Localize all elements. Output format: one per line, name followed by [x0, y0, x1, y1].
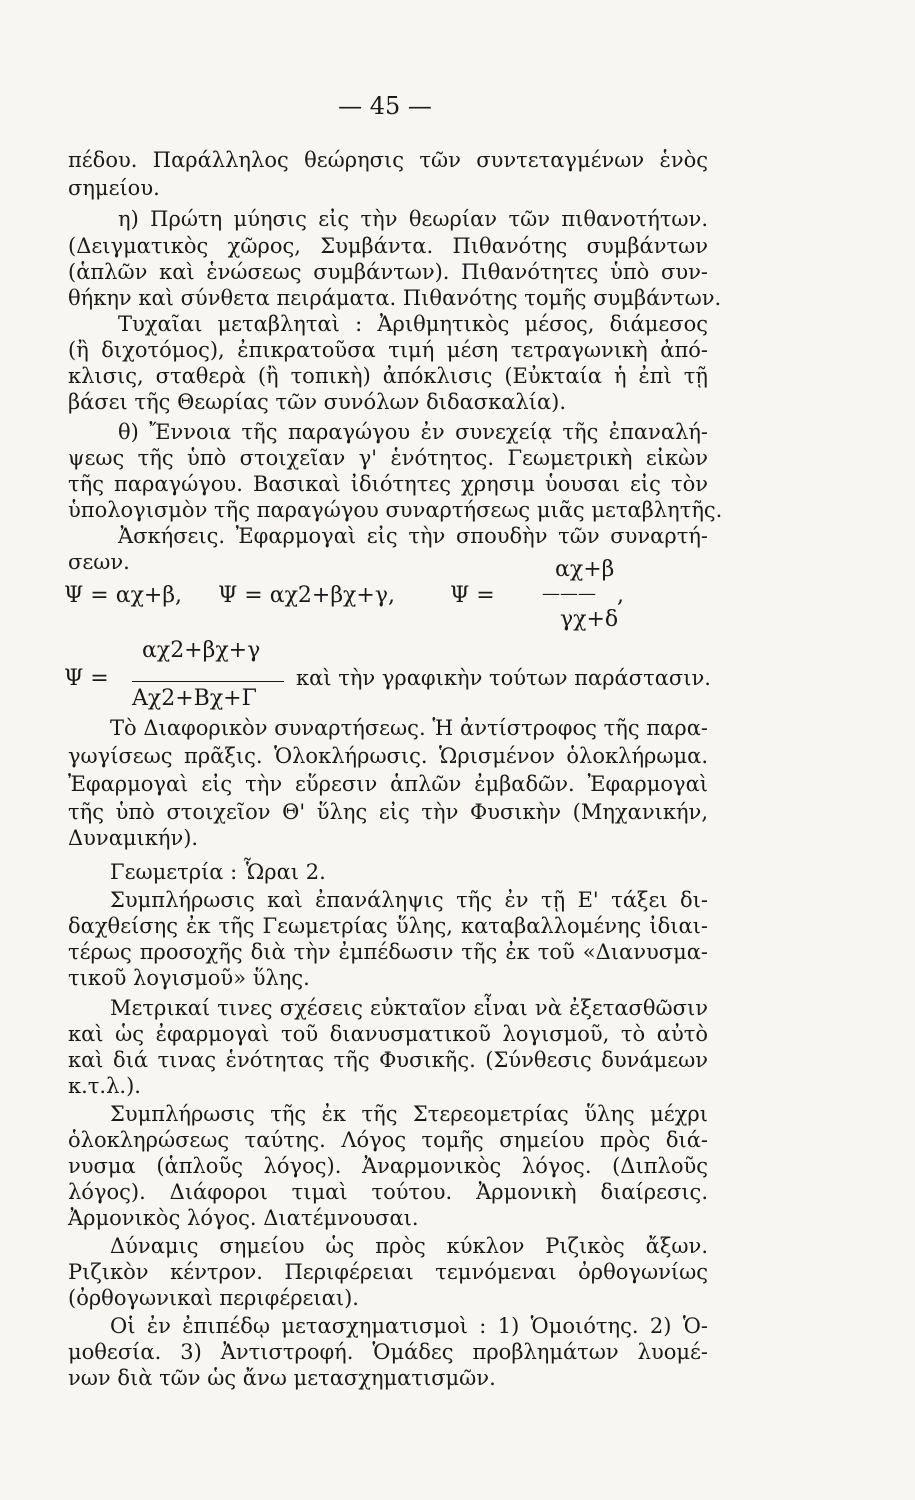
text-line: σημείου.	[68, 176, 160, 200]
text-line: Συμπλήρωσις τῆς ἐκ τῆς Στερεομετρίας ὕλης μέχρι	[110, 1102, 708, 1126]
text-line: κ.τ.λ.).	[68, 1074, 141, 1098]
text-line: νων διὰ τῶν ὡς ἄνω μετασχηματισμῶν.	[68, 1366, 496, 1390]
text-line: (ὀρθογωνικαὶ περιφέρειαι).	[68, 1286, 359, 1310]
text-line: τῆς ὑπὸ στοιχεῖον Θ' ὕλης εἰς τὴν Φυσικὴν (Μηχανικήν,	[68, 800, 708, 824]
text-line: (Δειγματικὸς χῶρος, Συμβάντα. Πιθανότης συμβάντων	[68, 234, 708, 258]
text-line: πέδου. Παράλληλος θεώρησις τῶν συντεταγμένων ἑνὸς	[68, 148, 708, 172]
page-number: — 45 —	[338, 92, 432, 120]
text-line: Δυναμικήν).	[68, 826, 199, 850]
formula-comma: ,	[617, 583, 624, 608]
text-line: γωγίσεως πρᾶξις. Ὁλοκλήρωσις. Ὡρισμένον ὁλοκλήρωμα.	[68, 744, 708, 768]
text-line: δαχθείσης ἐκ τῆς Γεωμετρίας ὕλης, καταβαλλομένης ἰδιαι-	[68, 914, 708, 938]
text-line: τῆς παραγώγου. Βασικαὶ ἰδιότητες χρησιμ ὑουσαι εἰς τὸν	[68, 472, 708, 496]
formula-fraction-lhs: Ψ =	[450, 583, 495, 608]
text-line: Ριζικὸν κέντρον. Περιφέρειαι τεμνόμεναι ὀρθογωνίως	[68, 1260, 708, 1284]
text-line: καὶ διά τινας ἑνότητας τῆς Φυσικῆς. (Σύνθεσις δυνάμεων	[68, 1048, 708, 1072]
text-line: Τὸ Διαφορικὸν συναρτήσεως. Ἡ ἀντίστροφος τῆς παρα-	[110, 716, 708, 740]
text-line: ὁλοκληρώσεως ταύτης. Λόγος τομῆς σημείου πρὸς διά-	[68, 1128, 708, 1152]
text-line: Τυχαῖαι μεταβληταὶ : Ἀριθμητικὸς μέσος, διάμεσος	[118, 312, 708, 336]
text-line: η) Πρώτη μύησις εἰς τὴν θεωρίαν τῶν πιθανοτήτων.	[118, 207, 708, 231]
text-line: Μετρικαί τινες σχέσεις εὐκταῖον εἶναι νὰ ἐξετασθῶσιν	[110, 996, 708, 1020]
text-line: Οἱ ἐν ἐπιπέδῳ μετασχηματισμοὶ : 1) Ὁμοιότης. 2) Ὁ-	[110, 1314, 708, 1338]
text-line: τέρως προσοχῆς διὰ τὴν ἐμπέδωσιν τῆς ἐκ τοῦ «Διανυσμα-	[68, 940, 708, 964]
formula-fraction-bar: ———	[542, 583, 596, 604]
formula-fraction-denominator: γχ+δ	[560, 607, 619, 632]
formula-fraction-numerator: αχ+β	[555, 557, 615, 582]
formula-rational-lhs: Ψ =	[64, 666, 109, 691]
text-line: μοθεσία. 3) Ἀντιστροφή. Ὁμάδες προβλημάτων λυομέ-	[68, 1340, 708, 1364]
formula-rational-text: καὶ τὴν γραφικὴν τούτων παράστασιν.	[296, 666, 711, 690]
formula-linear: Ψ = αχ+β,	[64, 583, 183, 608]
formula-rational-bar	[132, 681, 284, 682]
text-line: ψεως τῆς ὑπὸ στοιχεῖαν γ' ἑνότητος. Γεωμετρικὴ εἰκὼν	[68, 446, 708, 470]
text-line: ὑπολογισμὸν τῆς παραγώγου συναρτήσεως μιᾶς μεταβλητῆς.	[68, 498, 723, 522]
text-line: θήκην καὶ σύνθετα πειράματα. Πιθανότης τομῆς συμβάντων.	[68, 286, 722, 310]
text-line: (ἁπλῶν καὶ ἑνώσεως συμβάντων). Πιθανότητες ὑπὸ συν-	[68, 260, 708, 284]
text-line: λόγος). Διάφοροι τιμαὶ τούτου. Ἀρμονικὴ διαίρεσις.	[68, 1180, 708, 1204]
text-line: κλισις, σταθερὰ (ἢ τοπικὴ) ἀπόκλισις (Εὐκταία ἡ ἐπὶ τῇ	[68, 364, 708, 388]
text-line: βάσει τῆς Θεωρίας τῶν συνόλων διδασκαλία).	[68, 390, 567, 414]
text-line: Ἐφαρμογαὶ εἰς τὴν εὕρεσιν ἁπλῶν ἐμβαδῶν. Ἐφαρμογαὶ	[68, 772, 708, 796]
text-line: Ἀσκήσεις. Ἐφαρμογαὶ εἰς τὴν σπουδὴν τῶν συναρτή-	[118, 524, 708, 548]
text-line: σεων.	[68, 550, 130, 574]
text-line: Ἀρμονικὸς λόγος. Διατέμνουσαι.	[68, 1206, 419, 1230]
text-line: Δύναμις σημείου ὡς πρὸς κύκλον Ριζικὸς ἄξων.	[110, 1234, 708, 1258]
text-line: (ἢ διχοτόμος), ἐπικρατοῦσα τιμή μέση τετραγωνικὴ ἀπό-	[68, 338, 708, 362]
text-line: θ) Ἔννοια τῆς παραγώγου ἐν συνεχείᾳ τῆς ἐπαναλή-	[118, 420, 708, 444]
formula-rational-denominator: Αχ2+Βχ+Γ	[132, 686, 257, 711]
text-line: τικοῦ λογισμοῦ» ὕλης.	[68, 966, 310, 990]
section-heading-geometry: Γεωμετρία : Ὧραι 2.	[110, 860, 326, 884]
text-line: Συμπλήρωσις καὶ ἐπανάληψις τῆς ἐν τῇ Ε' τάξει δι-	[110, 888, 708, 912]
text-line: νυσμα (ἁπλοῦς λόγος). Ἀναρμονικὸς λόγος. (Διπλοῦς	[68, 1154, 708, 1178]
formula-quadratic: Ψ = αχ2+βχ+γ,	[218, 583, 395, 608]
text-line: καὶ ὡς ἐφαρμογαὶ τοῦ διανυσματικοῦ λογισμοῦ, τὸ αὐτὸ	[68, 1022, 708, 1046]
formula-rational-numerator: αχ2+βχ+γ	[142, 638, 261, 663]
